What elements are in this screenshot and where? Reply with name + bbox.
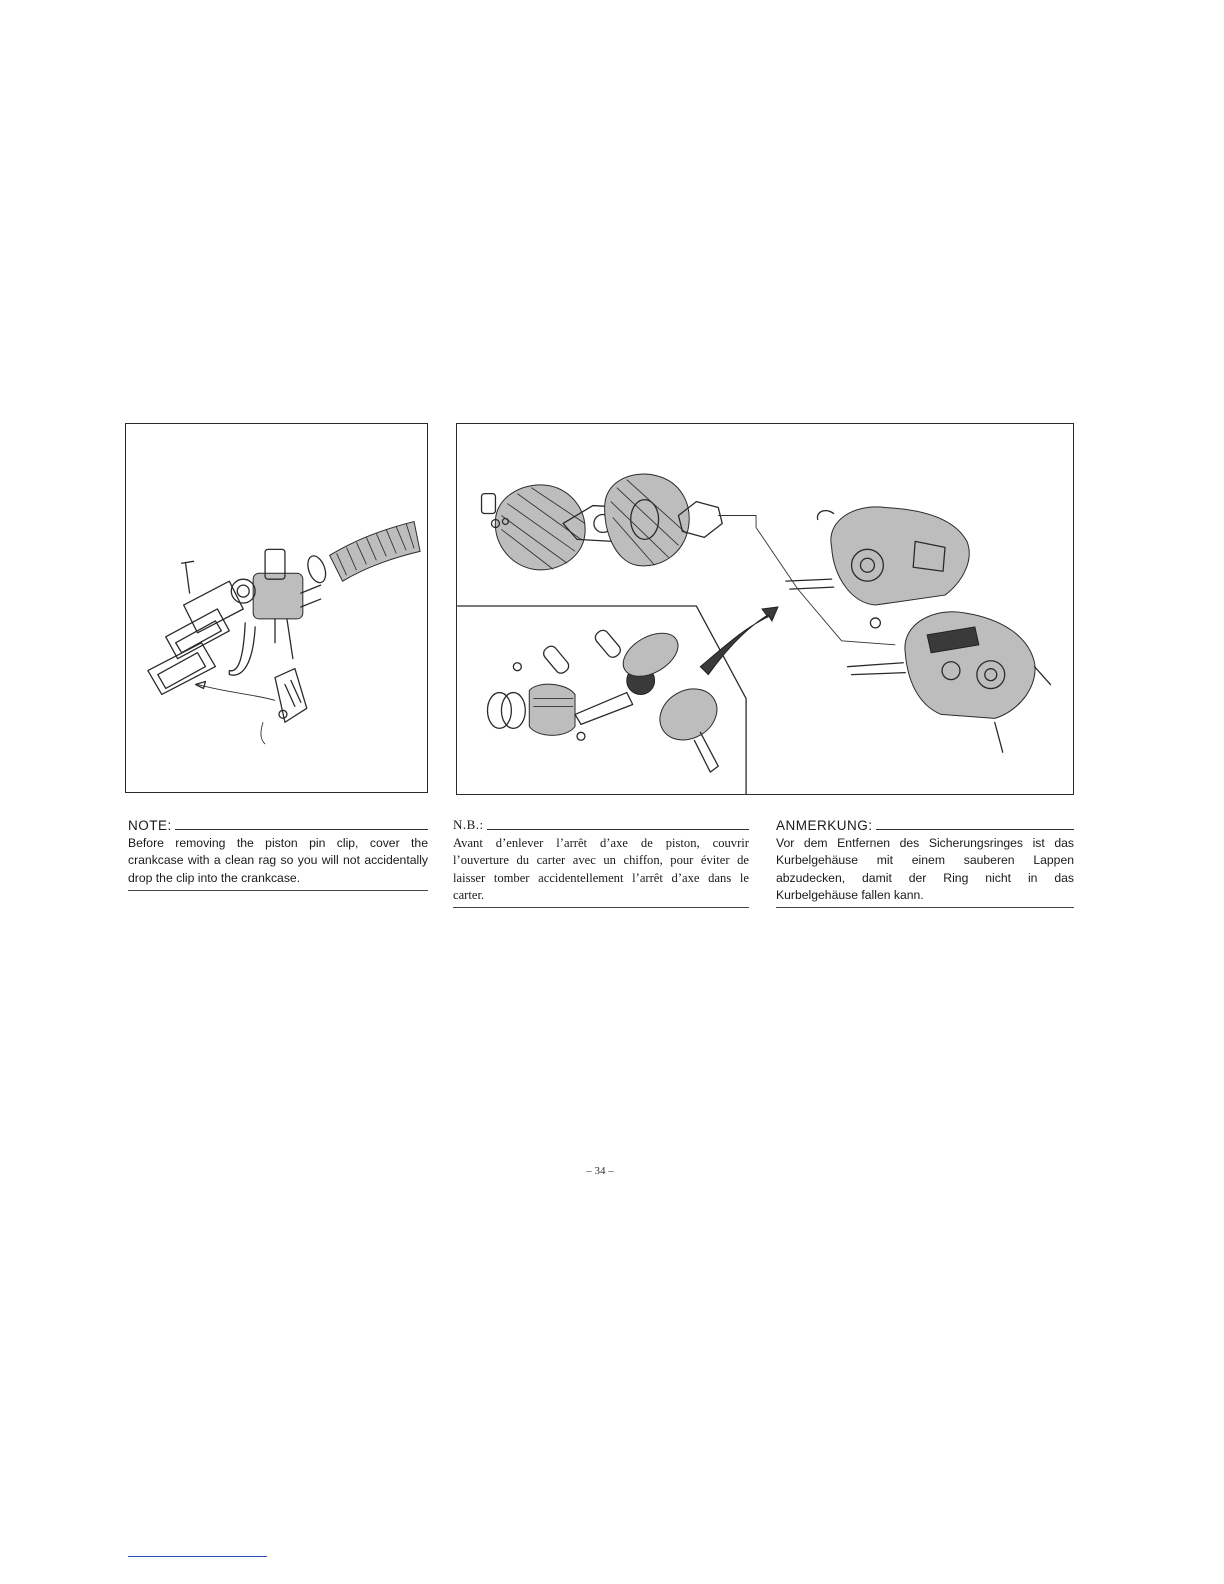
engine-exploded-drawing <box>457 424 1073 794</box>
heading-rule <box>876 829 1074 830</box>
heading-rule <box>487 829 749 830</box>
note-french-heading <box>453 815 749 833</box>
cylinder-head <box>482 485 586 570</box>
note-english-text: Before removing the piston pin clip, cover the crankcase with a clean rag so you will not accidentally drop the clip into the crankcase. <box>128 835 428 891</box>
assembly-arrow <box>700 607 778 675</box>
note-english-label: NOTE: <box>128 818 172 833</box>
carburetor <box>229 549 320 675</box>
engine-exploded-illustration <box>456 423 1074 795</box>
intake-assembly-illustration <box>125 423 428 793</box>
note-french <box>453 815 749 908</box>
intake-hose <box>305 522 421 585</box>
crankcase-right-half <box>848 612 1051 752</box>
note-english <box>128 815 428 891</box>
crankshaft-piston-detail <box>458 606 746 794</box>
heading-rule <box>175 829 428 830</box>
note-german-heading <box>776 815 1074 833</box>
footer-rule <box>128 1556 267 1557</box>
note-french-label: N.B.: <box>453 817 484 832</box>
note-english-heading <box>128 815 428 833</box>
note-german-text: Vor dem Entfernen des Sicherungsringes ist das Kurbelgehäuse mit einem sauberen Lappen abzudecken, damit der Ring nicht in das Kurbelgehäuse fallen kann. <box>776 835 1074 908</box>
crankcase-left-half <box>786 507 969 605</box>
page-number: – 34 – <box>586 1165 614 1177</box>
detail-callout <box>196 669 307 744</box>
intake-exploded-drawing <box>126 424 427 792</box>
cylinder <box>605 474 690 566</box>
note-french-text: Avant d’enlever l’arrêt d’axe de piston, couvrir l’ouverture du carter avec un chiffon, pour éviter de laisser tomber accidentellement l’arrêt d’axe dans le carter. <box>453 835 749 908</box>
note-german-label: ANMERKUNG: <box>776 818 873 833</box>
note-german <box>776 815 1074 908</box>
